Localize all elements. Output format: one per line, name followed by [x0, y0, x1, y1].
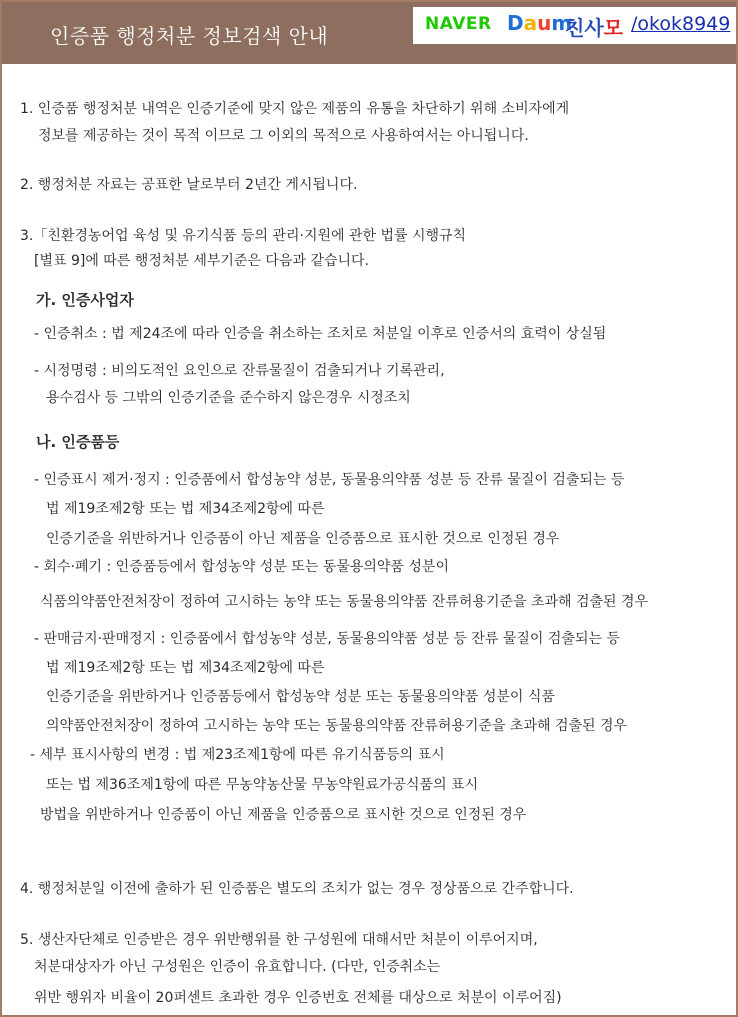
- section-na-line: 식품의약품안전처장이 정하여 고시하는 농약 또는 동물용의약품 잔류허용기준을 초과해 검출된 경우: [40, 594, 649, 610]
- item-5-line-2: 처분대상자가 아닌 구성원은 인증이 유효합니다. (다만, 인증취소는: [34, 959, 441, 975]
- section-na-heading: 나. 인증품등: [36, 433, 120, 451]
- item-4: 4. 행정처분일 이전에 출하가 된 인증품은 별도의 조치가 없는 경우 정상품으로 간주합니다.: [20, 881, 574, 897]
- watermark-sito: [565, 12, 623, 41]
- section-na-line: 법 제19조제2항 또는 법 제34조제2항에 따른: [46, 501, 325, 517]
- section-na-line: 인증기준을 위반하거나 인증품등에서 합성농약 성분 또는 동물용의약품 성분이 식품: [46, 689, 555, 705]
- section-na-line: 의약품안전처장이 정하여 고시하는 농약 또는 동물용의약품 잔류허용기준을 초과해 검출된 경우: [46, 718, 628, 734]
- item-5-line-1: 5. 생산자단체로 인증받은 경우 위반행위를 한 구성원에 대해서만 처분이 이루어지며,: [20, 932, 538, 948]
- item-3-line-1: 3.「친환경농어업 육성 및 유기식품 등의 관리·지원에 관한 법률 시행규칙: [20, 228, 467, 244]
- watermark-sito-b: 모: [603, 16, 623, 40]
- section-ga-line: - 인증취소 : 법 제24조에 따라 인증을 취소하는 조치로 처분일 이후로 인증서의 효력이 상실됨: [34, 326, 607, 342]
- section-na-line: 또는 법 제36조제1항에 따른 무농약농산물 무농약원료가공식품의 표시: [46, 777, 479, 793]
- watermark-daum-u: u: [537, 11, 552, 35]
- section-na-line: 방법을 위반하거나 인증품이 아닌 제품을 인증품으로 표시한 것으로 인정된 경우: [40, 807, 527, 823]
- item-1-line-1: 1. 인증품 행정처분 내역은 인증기준에 맞지 않은 제품의 유통을 차단하기 위해 소비자에게: [20, 101, 570, 117]
- item-2: 2. 행정처분 자료는 공표한 날로부터 2년간 게시됩니다.: [20, 177, 358, 193]
- section-na-line: - 회수·폐기 : 인증품등에서 합성농약 성분 또는 동물용의약품 성분이: [34, 559, 449, 575]
- section-ga-heading: 가. 인증사업자: [36, 291, 134, 309]
- watermark-daum: [507, 11, 572, 35]
- item-3-line-2: [별표 9]에 따른 행정처분 세부기준은 다음과 같습니다.: [34, 253, 369, 269]
- section-na-line: - 세부 표시사항의 변경 : 법 제23조제1항에 따른 유기식품등의 표시: [30, 747, 445, 763]
- watermark-naver: NAVER: [425, 14, 492, 34]
- section-na-line: - 인증표시 제거·정지 : 인증품에서 합성농약 성분, 동물용의약품 성분 등 잔류 물질이 검출되는 등: [34, 472, 625, 488]
- watermark-handle: /okok8949: [631, 13, 731, 35]
- page-title: 인증품 행정처분 정보검색 안내: [50, 24, 329, 48]
- section-ga-line: 용수검사 등 그밖의 인증기준을 준수하지 않은경우 시정조치: [46, 390, 411, 406]
- section-na-line: 인증기준을 위반하거나 인증품이 아닌 제품을 인증품으로 표시한 것으로 인정된 경우: [46, 531, 560, 547]
- watermark-daum-m: m: [551, 11, 573, 35]
- watermark-daum-a: a: [523, 11, 538, 35]
- section-na-line: - 판매금지·판매정지 : 인증품에서 합성농약 성분, 동물용의약품 성분 등 잔류 물질이 검출되는 등: [34, 631, 620, 647]
- section-ga-line: - 시정명령 : 비의도적인 요인으로 잔류물질이 검출되거나 기록관리,: [34, 363, 445, 379]
- item-1-line-2: 정보를 제공하는 것이 목적 이므로 그 이외의 목적으로 사용하여서는 아니됩니다.: [38, 128, 529, 144]
- item-5-line-3: 위반 행위자 비율이 20퍼센트 초과한 경우 인증번호 전체를 대상으로 처분이 이루어짐): [34, 990, 562, 1006]
- watermark-sito-a: 친사: [565, 16, 604, 40]
- section-na-line: 법 제19조제2항 또는 법 제34조제2항에 따른: [46, 660, 325, 676]
- watermark-daum-d: D: [507, 11, 524, 35]
- watermark: [413, 7, 736, 44]
